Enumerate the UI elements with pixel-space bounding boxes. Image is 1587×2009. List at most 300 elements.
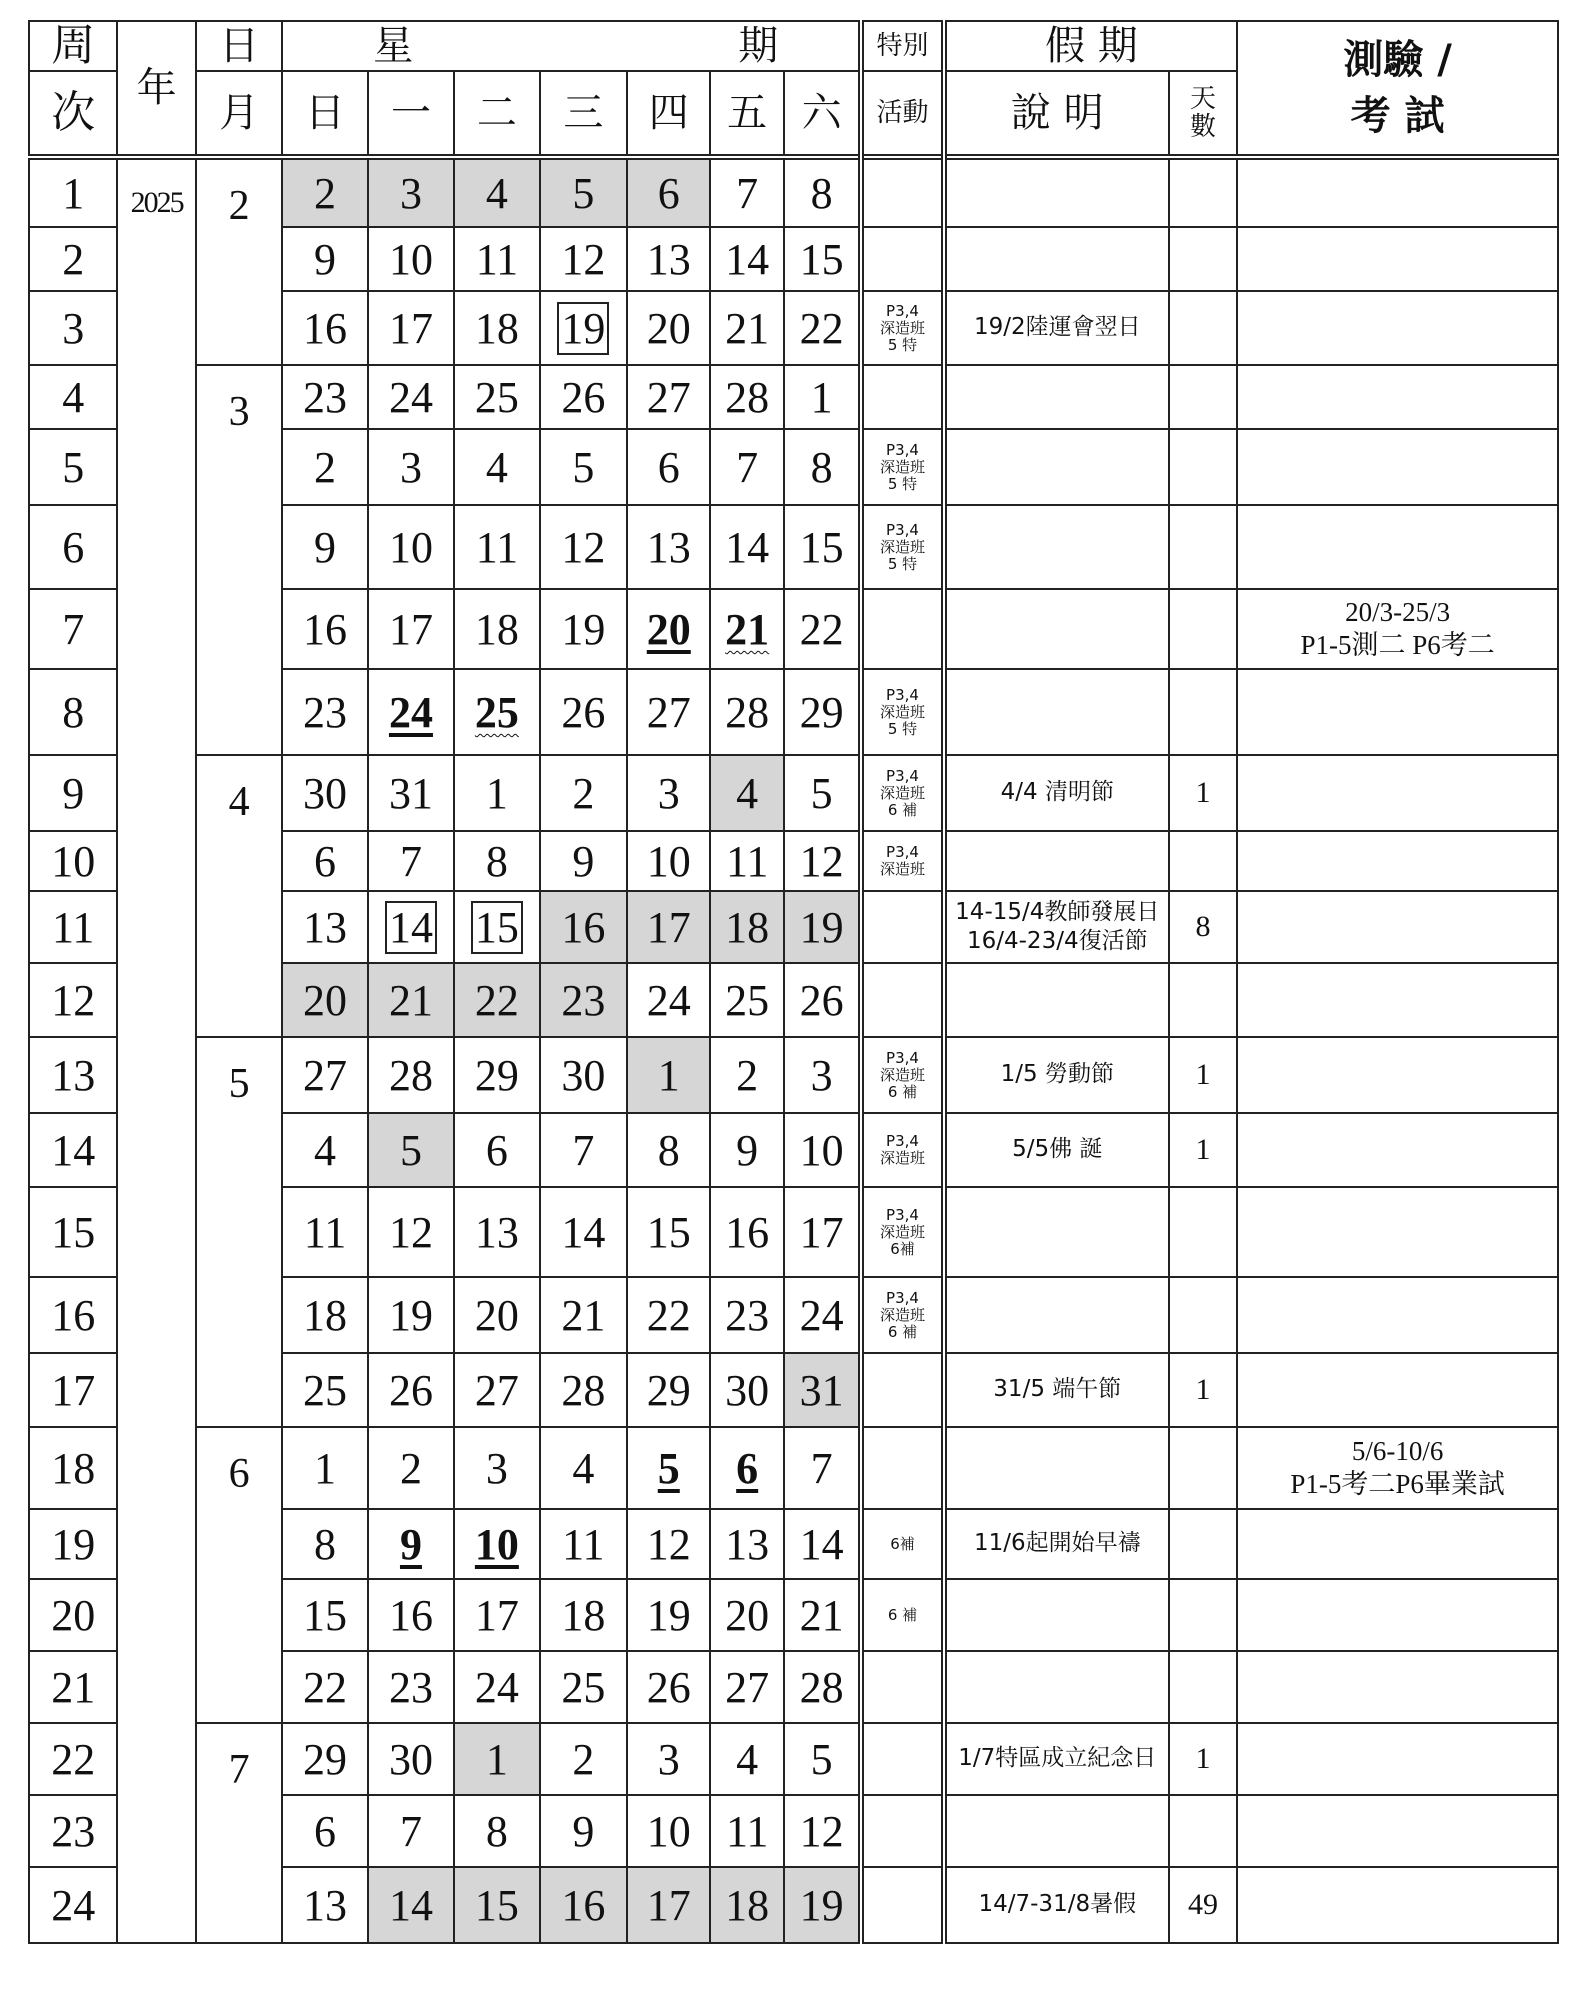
exam-info [1237,1037,1558,1113]
day-cell-sun [282,1113,367,1187]
day-number: 29 [646,1365,691,1415]
holiday-description [944,669,1169,755]
day-number: 4 [314,1125,337,1175]
day-number: 28 [388,1050,433,1100]
week-number: 16 [29,1277,117,1353]
day-number: 14 [725,522,770,572]
day-number: 31 [388,768,433,818]
week-number: 13 [29,1037,117,1113]
day-number: 17 [388,303,433,353]
special-activity: P3,4 深造班 5 特 [861,505,943,589]
day-number: 2 [736,1050,759,1100]
holiday-day-count: 1 [1169,1353,1237,1427]
header-week-bottom: 次 [29,71,117,157]
day-cell-sat [784,831,861,891]
day-number: 11 [475,522,519,572]
holiday-description [944,365,1169,429]
day-cell-sun [282,669,367,755]
day-cell-sun [282,1277,367,1353]
week-number: 7 [29,589,117,669]
special-activity: P3,4 深造班 [861,1113,943,1187]
day-cell-sun [282,1651,367,1723]
day-number: 15 [646,1207,691,1257]
day-number: 1 [657,1050,680,1100]
special-activity [861,1427,943,1509]
day-cell-fri [710,891,783,963]
day-number: 5 [399,1125,422,1175]
day-number: 8 [314,1519,337,1569]
day-cell-sun [282,1579,367,1651]
day-number: 9 [572,1806,595,1856]
week-number: 5 [29,429,117,505]
exam-info [1237,963,1558,1037]
day-number: 29 [303,1734,348,1784]
day-number: 28 [799,1662,844,1712]
day-number: 4 [485,442,508,492]
day-number: 28 [725,372,770,422]
day-cell-thu [627,157,710,227]
holiday-description [944,589,1169,669]
calendar-body [29,157,1558,1943]
day-cell-wed [540,589,627,669]
exam-info [1237,1113,1558,1187]
holiday-description [944,157,1169,227]
day-cell-thu [627,227,710,291]
exam-info [1237,365,1558,429]
week-number: 12 [29,963,117,1037]
exam-info [1237,227,1558,291]
day-number: 9 [572,836,595,886]
day-number: 21 [725,604,770,654]
day-number: 23 [303,372,348,422]
day-cell-mon [368,589,454,669]
day-number: 8 [810,168,833,218]
day-number: 16 [388,1590,433,1640]
day-cell-wed [540,1427,627,1509]
day-number: 4 [736,1734,759,1784]
holiday-description: 14-15/4教師發展日 16/4-23/4復活節 [944,891,1169,963]
exam-info [1237,1353,1558,1427]
header-qi: 期 [738,23,779,70]
day-number: 30 [303,768,348,818]
exam-info [1237,669,1558,755]
day-cell-wed [540,157,627,227]
day-cell-mon [368,1723,454,1795]
day-number: 10 [646,836,691,886]
day-cell-fri [710,1651,783,1723]
holiday-description: 19/2陸運會翌日 [944,291,1169,365]
day-number: 1 [485,1734,508,1784]
day-number: 13 [474,1207,519,1257]
day-cell-sat [784,891,861,963]
holiday-description [944,227,1169,291]
day-cell-fri [710,831,783,891]
day-number: 17 [474,1590,519,1640]
day-number: 13 [646,522,691,572]
day-number: 19 [561,604,606,654]
week-number: 19 [29,1509,117,1579]
day-cell-sat [784,589,861,669]
day-cell-thu [627,755,710,831]
exam-info [1237,1651,1558,1723]
day-number: 14 [799,1519,844,1569]
week-row [29,1037,1558,1113]
header-xingqi [282,21,861,71]
day-cell-wed [540,1795,627,1867]
day-number: 19 [646,1590,691,1640]
day-number: 3 [657,768,680,818]
day-number: 23 [388,1662,433,1712]
day-cell-tue [454,1867,539,1943]
month-cell: 3 [196,365,282,755]
day-number: 12 [561,234,606,284]
header-holiday: 假 期 [944,21,1238,71]
day-number: 17 [646,1880,691,1930]
week-row [29,365,1558,429]
holiday-day-count: 8 [1169,891,1237,963]
day-number: 12 [561,522,606,572]
special-activity [861,365,943,429]
day-cell-sun [282,1723,367,1795]
day-cell-wed [540,365,627,429]
week-number: 9 [29,755,117,831]
day-number: 14 [385,901,437,954]
day-cell-thu [627,1867,710,1943]
day-number: 24 [474,1662,519,1712]
day-cell-wed [540,1651,627,1723]
day-number: 8 [657,1125,680,1175]
day-cell-sat [784,291,861,365]
day-cell-sun [282,1037,367,1113]
day-number: 26 [646,1662,691,1712]
day-cell-mon [368,1579,454,1651]
day-cell-fri [710,157,783,227]
day-number: 27 [725,1662,770,1712]
day-cell-sun [282,365,367,429]
day-cell-mon [368,1113,454,1187]
day-number: 5 [572,442,595,492]
day-cell-tue [454,669,539,755]
day-number: 21 [799,1590,844,1640]
day-cell-thu [627,891,710,963]
day-cell-thu [627,505,710,589]
day-cell-mon [368,1795,454,1867]
day-number: 6 [314,1806,337,1856]
month-cell: 4 [196,755,282,1037]
day-number: 22 [646,1290,691,1340]
week-number: 15 [29,1187,117,1277]
day-number: 9 [314,522,337,572]
day-number: 7 [399,1806,422,1856]
holiday-description [944,1795,1169,1867]
weekday-sun: 日 [282,71,367,157]
week-number: 22 [29,1723,117,1795]
day-number: 3 [485,1443,508,1493]
holiday-day-count [1169,1651,1237,1723]
calendar-table [28,20,1559,1944]
day-number: 6 [657,168,680,218]
day-cell-mon [368,1651,454,1723]
holiday-day-count [1169,589,1237,669]
day-number: 13 [303,1880,348,1930]
day-number: 30 [561,1050,606,1100]
month-cell: 2 [196,157,282,365]
week-row [29,755,1558,831]
day-number: 3 [399,442,422,492]
day-number: 11 [562,1519,605,1569]
day-number: 30 [388,1734,433,1784]
day-number: 2 [399,1443,422,1493]
day-number: 7 [572,1125,595,1175]
day-number: 7 [399,836,422,886]
day-number: 2 [572,768,595,818]
week-number: 10 [29,831,117,891]
holiday-description: 14/7-31/8暑假 [944,1867,1169,1943]
day-number: 5 [810,768,833,818]
day-cell-thu [627,1427,710,1509]
day-cell-mon [368,157,454,227]
day-number: 22 [799,604,844,654]
day-number: 15 [799,234,844,284]
holiday-day-count [1169,1509,1237,1579]
day-cell-sat [784,1723,861,1795]
exam-info [1237,1795,1558,1867]
week-number: 11 [29,891,117,963]
day-cell-tue [454,429,539,505]
day-cell-fri [710,589,783,669]
day-cell-fri [710,1187,783,1277]
day-cell-thu [627,1353,710,1427]
day-number: 20 [303,975,348,1025]
weekday-fri: 五 [710,71,783,157]
day-cell-wed [540,1187,627,1277]
holiday-description: 4/4 清明節 [944,755,1169,831]
holiday-day-count [1169,1187,1237,1277]
day-cell-wed [540,1867,627,1943]
day-cell-sun [282,963,367,1037]
special-activity [861,1651,943,1723]
day-number: 25 [561,1662,606,1712]
day-cell-fri [710,227,783,291]
day-cell-sat [784,1795,861,1867]
day-cell-tue [454,1427,539,1509]
day-cell-wed [540,669,627,755]
day-cell-wed [540,891,627,963]
day-cell-mon [368,669,454,755]
day-cell-sat [784,1651,861,1723]
header-days-top: 天 [1190,83,1217,114]
day-cell-fri [710,1795,783,1867]
day-number: 15 [303,1590,348,1640]
day-number: 18 [725,1880,770,1930]
day-number: 13 [303,902,348,952]
exam-info [1237,1723,1558,1795]
day-cell-thu [627,1037,710,1113]
day-cell-sat [784,157,861,227]
day-number: 11 [475,234,519,284]
special-activity: 6 補 [861,1579,943,1651]
day-cell-tue [454,1651,539,1723]
day-cell-sun [282,589,367,669]
day-cell-mon [368,1187,454,1277]
day-cell-mon [368,291,454,365]
day-cell-tue [454,1037,539,1113]
week-row [29,157,1558,227]
day-cell-wed [540,1353,627,1427]
day-cell-fri [710,291,783,365]
day-number: 23 [725,1290,770,1340]
day-cell-tue [454,157,539,227]
day-cell-mon [368,1867,454,1943]
day-cell-sat [784,1353,861,1427]
week-number: 1 [29,157,117,227]
day-cell-fri [710,1723,783,1795]
header-month: 月 [196,71,282,157]
holiday-description [944,1579,1169,1651]
day-number: 9 [314,234,337,284]
day-number: 17 [646,902,691,952]
special-activity [861,891,943,963]
holiday-description: 5/5佛 誕 [944,1113,1169,1187]
day-number: 14 [561,1207,606,1257]
day-cell-thu [627,1187,710,1277]
day-cell-wed [540,963,627,1037]
day-number: 13 [725,1519,770,1569]
day-number: 30 [725,1365,770,1415]
day-number: 10 [474,1519,519,1569]
day-number: 20 [646,303,691,353]
day-number: 11 [725,1806,769,1856]
day-cell-thu [627,1277,710,1353]
holiday-day-count: 1 [1169,1113,1237,1187]
day-number: 25 [303,1365,348,1415]
day-cell-fri [710,1113,783,1187]
special-activity [861,1795,943,1867]
day-cell-sat [784,505,861,589]
day-cell-mon [368,1277,454,1353]
day-number: 22 [474,975,519,1025]
day-number: 19 [799,902,844,952]
week-row [29,1427,1558,1509]
day-cell-mon [368,505,454,589]
day-number: 14 [725,234,770,284]
day-number: 25 [474,372,519,422]
day-cell-tue [454,963,539,1037]
day-number: 24 [646,975,691,1025]
day-cell-fri [710,669,783,755]
day-cell-thu [627,1579,710,1651]
header-year: 年 [117,21,195,157]
day-number: 10 [388,522,433,572]
special-activity [861,1723,943,1795]
day-number: 3 [399,168,422,218]
day-number: 20 [474,1290,519,1340]
day-number: 22 [799,303,844,353]
day-cell-tue [454,505,539,589]
day-number: 21 [561,1290,606,1340]
day-cell-fri [710,1867,783,1943]
header-exam-bottom: 考 試 [1350,93,1445,140]
day-number: 4 [736,768,759,818]
holiday-day-count [1169,1427,1237,1509]
day-cell-thu [627,429,710,505]
day-number: 8 [485,1806,508,1856]
holiday-day-count: 49 [1169,1867,1237,1943]
day-number: 10 [646,1806,691,1856]
holiday-day-count [1169,291,1237,365]
holiday-day-count [1169,505,1237,589]
day-cell-sat [784,1867,861,1943]
day-cell-fri [710,1037,783,1113]
day-number: 21 [388,975,433,1025]
day-cell-mon [368,1353,454,1427]
day-cell-fri [710,1353,783,1427]
day-cell-mon [368,1037,454,1113]
week-number: 3 [29,291,117,365]
day-cell-mon [368,963,454,1037]
day-number: 16 [303,604,348,654]
week-number: 24 [29,1867,117,1943]
day-cell-thu [627,291,710,365]
day-number: 29 [474,1050,519,1100]
day-cell-wed [540,1509,627,1579]
special-activity: P3,4 深造班 6 補 [861,1037,943,1113]
day-cell-sun [282,505,367,589]
day-cell-sun [282,1427,367,1509]
day-number: 13 [646,234,691,284]
week-number: 2 [29,227,117,291]
day-number: 3 [810,1050,833,1100]
holiday-day-count [1169,429,1237,505]
day-cell-thu [627,1113,710,1187]
day-cell-wed [540,1579,627,1651]
day-cell-wed [540,1037,627,1113]
day-cell-wed [540,227,627,291]
day-number: 21 [725,303,770,353]
header-special-bottom: 活動 [861,71,943,157]
day-cell-tue [454,1353,539,1427]
weekday-tue: 二 [454,71,539,157]
day-cell-tue [454,831,539,891]
exam-info [1237,1187,1558,1277]
day-number: 5 [657,1443,680,1493]
holiday-day-count [1169,1579,1237,1651]
day-cell-wed [540,1723,627,1795]
special-activity: P3,4 深造班 5 特 [861,669,943,755]
day-number: 7 [736,168,759,218]
week-number: 17 [29,1353,117,1427]
day-number: 18 [474,303,519,353]
day-cell-sat [784,1037,861,1113]
special-activity: P3,4 深造班 [861,831,943,891]
day-number: 11 [725,836,769,886]
day-cell-fri [710,365,783,429]
week-number: 21 [29,1651,117,1723]
day-cell-mon [368,429,454,505]
day-cell-sat [784,1427,861,1509]
holiday-description [944,1187,1169,1277]
holiday-day-count [1169,227,1237,291]
holiday-day-count [1169,963,1237,1037]
exam-info [1237,1277,1558,1353]
holiday-day-count: 1 [1169,755,1237,831]
school-calendar [28,20,1559,1972]
day-number: 6 [736,1443,759,1493]
day-number: 2 [314,168,337,218]
day-number: 8 [485,836,508,886]
special-activity [861,1353,943,1427]
day-cell-sat [784,365,861,429]
